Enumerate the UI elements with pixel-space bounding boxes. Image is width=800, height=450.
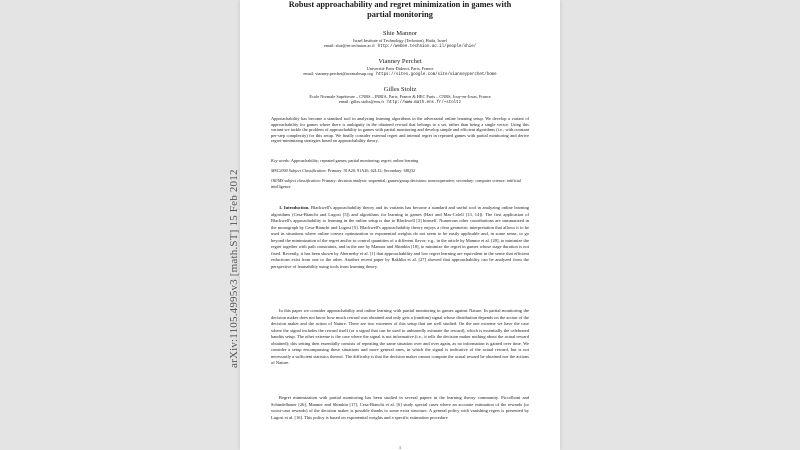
author-url[interactable]: http://www.math.ens.fr/~stoltz bbox=[387, 101, 462, 106]
author-block-perchet bbox=[240, 58, 560, 79]
keywords bbox=[271, 158, 529, 164]
orms-label: OR/MS subject classification: bbox=[271, 178, 322, 183]
author-contact bbox=[240, 71, 560, 78]
author-name: Vianney Perchet bbox=[378, 58, 422, 65]
paragraph-text: Blackwell's approachability theory and its variants has become a standard and useful tool in analyzing online learning algorithms (Cesa-Bianchi and Lugosi [5]) and algorithms for learning in games (Hart and Mas-Colell [13, 14]). The first application of Blackwell's approachability to learning in the online setup is due to Blackwell [3] himself. Numerous other contributions are summarized in the monograph by Cesa-Bianchi and Lugosi [5]. Blackwell's approachability theory enjoys a clear geometric interpretation that allows it to be used in situations where online convex optimization or exponential weights do not seem to be easily applicable and, in some sense, to go beyond the minimization of the regret and/or to control quantities of a different flavor; e.g., in the article by Mannor et al. [20], to minimize the regret together with path constraints, and in the one by Mannor and Shimkin [18], to minimize the regret in games whose stage duration is not fixed. Recently, it has been shown by Abernethy et al. [1] that approachability and low regret learning are equivalent in the sense that efficient reductions exist from one to the other. Another recent paper by Rakhlin et al. [27] showed that approachability can be analyzed from the perspective of learnability using tools from learning theory. bbox=[271, 205, 530, 269]
intro-paragraph-2: In this paper we consider approachability and online learning with partial monitoring in games against Nature. In partial monitoring the decision maker does not know how much reward was obtained and only gets a (random) signal whose distribution depends on the action of the decision maker and the action of Nature. There are two extremes of this setup that are well studied. On the one extreme we have the case where the signal includes the reward itself (or a signal that can be used to unbiasedly estimate the reward), which is essentially the celebrated bandits setup. The other extreme is the case where the signal is not informative (i.e., it tells the decision maker nothing about the actual reward obtained); this setting then essentially consists of repeating the same situation over and over again, as no information is gained over time. We consider a setup encompassing these situations and more general ones, in which the signal is indicative of the actual reward, but is not necessarily a sufficient statistics thereof. The difficulty is that the decision maker cannot compute the actual reward he obtained nor the actions of Nature. bbox=[271, 308, 529, 366]
author-email: email: shie@ee.technion.ac.il bbox=[323, 43, 375, 49]
keywords-value: Approachability; repeated games; partial monitoring; regret; online learning bbox=[290, 158, 419, 163]
author-affiliation: Ecole Normale Supérieure – CNRS – INRIA, Paris, France & HEC Paris – CNRS, Jouy-en-Josas, France bbox=[309, 94, 491, 99]
page-number: 1 bbox=[398, 445, 402, 450]
msc-classification bbox=[271, 168, 529, 174]
author-contact bbox=[240, 43, 560, 50]
msc-label: MSC2000 Subject Classification: bbox=[271, 168, 327, 173]
abstract: Approachability has become a standard tool in analyzing learning algorithms in the adversarial online learning setup. We develop a variant of approachability for games where there is ambiguity in the obtained reward that belongs to a set, rather than being a single vector. Using this variant we tackle the problem of approachability in games with partial monitoring and develop simple and efficient algorithms (i.e., with constant per-step complexity) for this setup. We finally consider external regret and internal regret in repeated games with partial monitoring and derive regret-minimizing strategies based on approachability theory. bbox=[271, 116, 529, 143]
author-block-mannor bbox=[240, 30, 560, 51]
author-url[interactable]: https://sites.google.com/site/vianneyperchet/home bbox=[376, 73, 497, 78]
author-name: Shie Mannor bbox=[382, 30, 418, 37]
author-affiliation: Université Paris-Diderot, Paris, France bbox=[366, 66, 434, 71]
msc-value: Primary: 91A20, 91A26, 62L12; Secondary: 68Q32 bbox=[327, 168, 416, 173]
paper-title bbox=[240, 0, 560, 20]
orms-value: Primary: decision analysis: sequential; games/group decisions: noncooperative; secondary: computer science: artificial intelligence bbox=[271, 178, 521, 189]
author-email: email: vianney.perchet@normalesup.org bbox=[303, 71, 373, 77]
title-line-1: Robust approachability and regret minimization in games with bbox=[288, 0, 512, 9]
author-name: Gilles Stoltz bbox=[383, 86, 417, 93]
author-affiliation: Israel Institute of Technology (Technion), Haifa, Israel bbox=[353, 38, 447, 43]
author-block-stoltz bbox=[240, 86, 560, 107]
arxiv-id: arXiv:1105.4995v3 [math.ST] 15 Feb 2012 bbox=[228, 169, 240, 368]
author-contact bbox=[240, 99, 560, 106]
intro-paragraph-3: Regret minimization with partial monitoring has been studied in several papers in the learning theory community. Piccolboni and Schindelhauer [26], Mannor and Shimkin [17], Cesa-Bianchi et al. [6] study special cases where an accurate estimation of the rewards (or worst-case rewards) of the decision maker is possible thanks to some extra structure. A general policy with vanishing regret is presented by Lugosi et al. [16]. This policy is based on exponential weights and a specific estimation procedure bbox=[271, 395, 529, 420]
author-url[interactable]: http://webee.technion.ac.il/people/shie/ bbox=[377, 45, 477, 50]
author-email: email: gilles.stoltz@ens.fr bbox=[338, 99, 385, 105]
keywords-label: Key words: bbox=[271, 158, 291, 163]
section-heading-introduction: 1. Introduction. bbox=[279, 205, 310, 210]
paper-page bbox=[240, 0, 560, 450]
orms-classification bbox=[271, 178, 529, 189]
title-line-2: partial monitoring bbox=[367, 10, 433, 19]
intro-paragraph-1 bbox=[271, 205, 529, 270]
